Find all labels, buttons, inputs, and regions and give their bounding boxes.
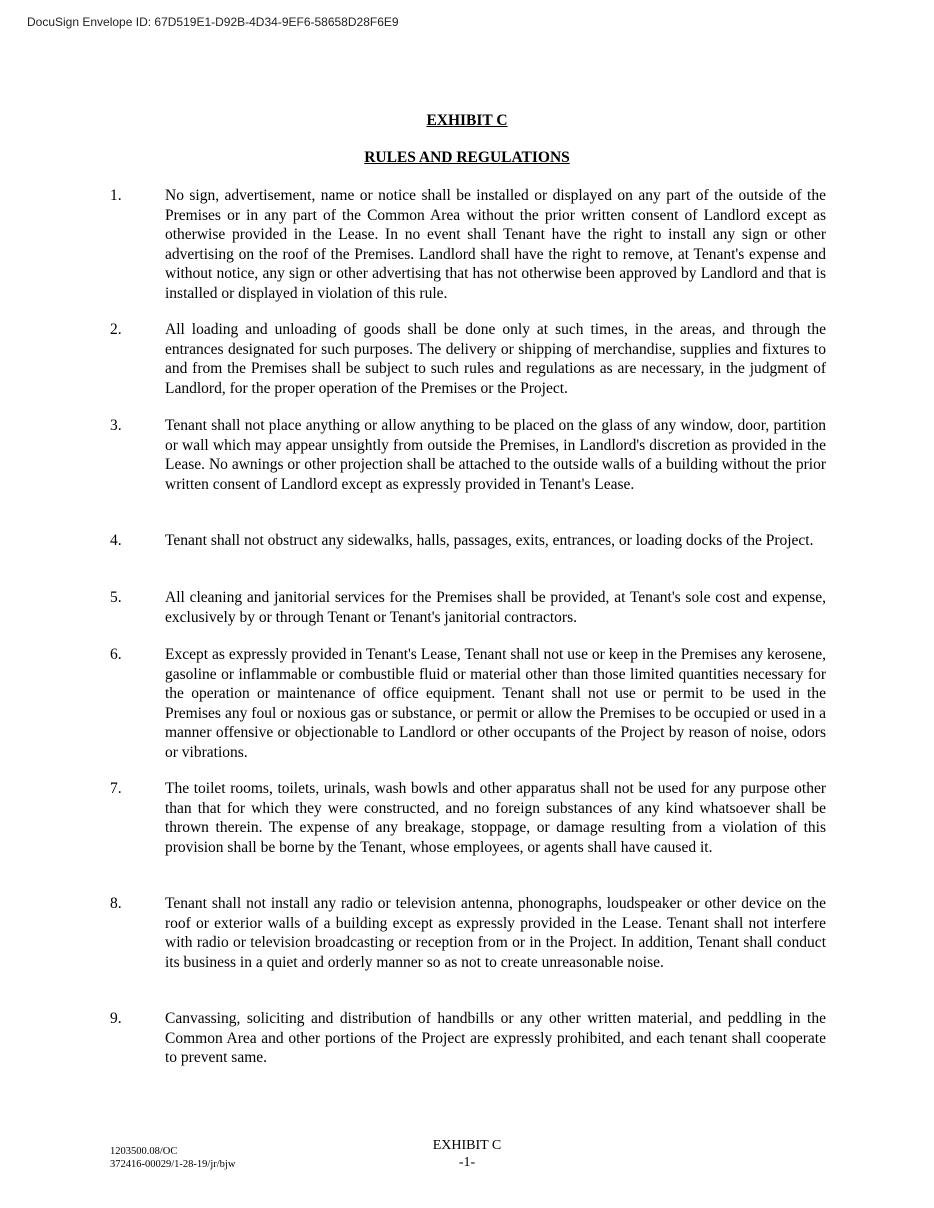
exhibit-title: EXHIBIT C	[426, 112, 508, 129]
footer-doc-reference	[110, 1145, 235, 1171]
rule-text: Tenant shall not place anything or allow anything to be placed on the glass of any window, door, partition or wall which may appear unsightly from outside the Premises, in Landlord's discretion as provided in the Lease. No awnings or other projection shall be attached to the outside walls of a building without the prior written consent of Landlord except as expressly provided in Tenant's Lease.	[165, 417, 826, 493]
rule-item-7	[110, 779, 826, 857]
rule-number: 3.	[110, 417, 122, 434]
rule-item-3	[110, 416, 826, 494]
page-number: -1-	[458, 1155, 476, 1170]
rule-item-6	[110, 645, 826, 762]
footer-page-label	[367, 1137, 567, 1171]
rule-number: 5.	[110, 589, 122, 606]
rule-text: Canvassing, soliciting and distribution of handbills or any other written material, and peddling in the Common Area and other portions of the Project are expressly prohibited, and each tenant shall cooperate to prevent same.	[165, 1010, 826, 1066]
rule-item-9	[110, 1009, 826, 1068]
rule-number: 4.	[110, 532, 122, 549]
rule-item-4	[110, 531, 826, 551]
rule-text: All cleaning and janitorial services for the Premises shall be provided, at Tenant's sole cost and expense, exclusively by or through Tenant or Tenant's janitorial contractors.	[165, 589, 826, 626]
rule-text: All loading and unloading of goods shall be done only at such times, in the areas, and through the entrances designated for such purposes. The delivery or shipping of merchandise, supplies and fixtures to and from the Premises shall be subject to such rules and regulations as are necessary, in the judgment of Landlord, for the proper operation of the Premises or the Project.	[165, 321, 826, 397]
rule-text: Tenant shall not obstruct any sidewalks, halls, passages, exits, entrances, or loading docks of the Project.	[165, 532, 814, 549]
rule-number: 7.	[110, 780, 122, 797]
rule-item-1	[110, 186, 826, 303]
footer-exhibit-label: EXHIBIT C	[432, 1138, 502, 1153]
rule-number: 2.	[110, 321, 122, 338]
rule-text: Tenant shall not install any radio or television antenna, phonographs, loudspeaker or other device on the roof or exterior walls of a building except as expressly provided in the Lease. Tenant shall not interfere with radio or television broadcasting or reception from or in the Project. In addition, Tenant shall conduct its business in a quiet and orderly manner so as not to create unreasonable noise.	[165, 895, 826, 971]
doc-ref-line-1: 1203500.08/OC	[110, 1146, 178, 1157]
rule-text: No sign, advertisement, name or notice shall be installed or displayed on any part of the outside of the Premises or in any part of the Common Area without the prior written consent of Landlord except as otherwise provided in the Lease. In no event shall Tenant have the right to install any sign or other advertising on the roof of the Premises. Landlord shall have the right to remove, at Tenant's expense and without notice, any sign or other advertising that has not otherwise been approved by Landlord and that is installed or displayed in violation of this rule.	[165, 187, 826, 302]
rule-text: Except as expressly provided in Tenant's Lease, Tenant shall not use or keep in the Premises any kerosene, gasoline or inflammable or combustible fluid or material other than those limited quantities necessary for the operation or maintenance of office equipment. Tenant shall not use or permit to be used in the Premises any foul or noxious gas or substance, or permit or allow the Premises to be occupied or used in a manner offensive or objectionable to Landlord or other occupants of the Project by reason of noise, odors or vibrations.	[165, 646, 826, 761]
rule-number: 1.	[110, 187, 122, 204]
rule-text: The toilet rooms, toilets, urinals, wash bowls and other apparatus shall not be used for any purpose other than that for which they were constructed, and no foreign substances of any kind whatsoever shall be thrown therein. The expense of any breakage, stoppage, or damage resulting from a violation of this provision shall be borne by the Tenant, whose employees, or agents shall have caused it.	[165, 780, 826, 856]
docusign-envelope-id: DocuSign Envelope ID: 67D519E1-D92B-4D34-9EF6-58658D28F6E9	[27, 15, 399, 29]
doc-ref-line-2: 372416-00029/1-28-19/jr/bjw	[110, 1159, 236, 1170]
rule-number: 6.	[110, 646, 122, 663]
rule-number: 9.	[110, 1010, 122, 1027]
rule-item-5	[110, 588, 826, 627]
section-title: RULES AND REGULATIONS	[364, 149, 570, 166]
rule-item-2	[110, 320, 826, 398]
rule-item-8	[110, 894, 826, 972]
rule-number: 8.	[110, 895, 122, 912]
